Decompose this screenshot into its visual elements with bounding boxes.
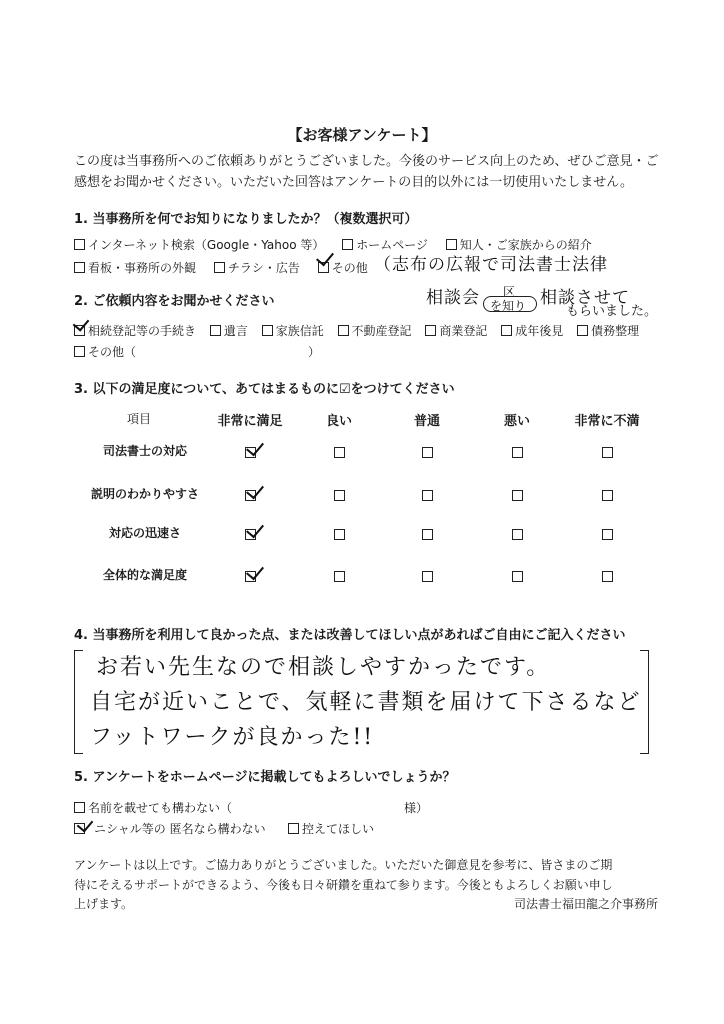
q3-rating-checkbox[interactable] (334, 490, 345, 501)
q3-rating-checkbox[interactable] (512, 490, 523, 501)
q5-heading: 5. アンケートをホームページに掲載してもよろしいでしょうか？ (74, 770, 456, 785)
q5-option-name[interactable]: 名前を載せても構わない（ (74, 799, 232, 816)
q3-rating-checkbox[interactable] (334, 571, 345, 582)
checkbox-icon[interactable] (446, 239, 457, 250)
q1-option-other[interactable]: その他 (318, 259, 368, 276)
q2-options-row1 (74, 322, 639, 339)
q3-row-overall: 全体的な満足度 (102, 568, 187, 582)
closing-line-3: 上げます。 (74, 897, 134, 911)
q1-handwriting-line2b: 相談させて (540, 288, 630, 308)
q1-handwriting-small2: を知り (490, 299, 527, 313)
q1-options-row2 (74, 259, 382, 276)
closing-line-2: 待にそえるサポートができるよう、今後も日々研鑽を重ねて参ります。今後ともよろしくお願い申し (74, 878, 613, 892)
q1-handwriting-line1: （志布の広報で司法書士法律 (374, 255, 608, 275)
checkbox-icon[interactable] (74, 262, 85, 273)
checkbox-icon[interactable] (338, 325, 349, 336)
q2-option-realestate[interactable]: 不動産登記 (338, 322, 412, 339)
q3-col-normal: 普通 (413, 414, 440, 429)
q3-rating-checkbox[interactable] (602, 529, 613, 540)
q3-col-good: 良い (325, 414, 352, 429)
checkbox-icon[interactable] (425, 325, 436, 336)
q5-option-decline[interactable]: 控えてほしい (288, 820, 374, 837)
q4-comment-line-3: フットワークが良かった!! (90, 725, 375, 750)
q2-option-guardianship[interactable]: 成年後見 (501, 322, 563, 339)
q2-option-other[interactable]: その他（ (74, 345, 136, 359)
checkbox-icon[interactable] (501, 325, 512, 336)
q3-rating-checkbox[interactable] (602, 447, 613, 458)
q4-bracket-left (74, 650, 83, 754)
q3-rating-checkbox[interactable] (602, 490, 613, 501)
q4-heading: 4. 当事務所を利用して良かった点、または改善してほしい点があればご自由にご記入ください (74, 628, 626, 643)
q2-other-close: ） (308, 345, 321, 359)
q2-options-row2 (74, 343, 136, 360)
q1-option-referral[interactable]: 知人・ご家族からの紹介 (446, 236, 592, 253)
intro-line-1: この度は当事務所へのご依頼ありがとうございました。今後のサービス向上のため、ぜひご意見・ご (74, 154, 659, 169)
checkbox-icon[interactable] (342, 239, 353, 250)
q1-option-homepage[interactable]: ホームページ (342, 236, 428, 253)
checkbox-icon[interactable] (74, 346, 85, 357)
q3-col-very-satisfied: 非常に満足 (217, 414, 283, 429)
q1-option-internet[interactable]: インターネット検索（Google・Yahoo 等） (74, 236, 324, 253)
closing-line-1: アンケートは以上です。ご協力ありがとうございました。いただいた御意見を参考に、皆さまのご期 (74, 858, 613, 872)
q3-rating-checkbox[interactable] (422, 490, 433, 501)
q3-rating-checkbox[interactable] (512, 447, 523, 458)
q3-item-header: 項目 (127, 412, 152, 426)
q5-option-anonymous[interactable]: ニシャル等の 匿名なら構わない (74, 820, 266, 837)
q1-option-flyer[interactable]: チラシ・広告 (214, 259, 300, 276)
q2-option-inheritance[interactable]: 相続登記等の手続き (74, 322, 196, 339)
q3-rating-checkbox[interactable] (422, 529, 433, 540)
q2-option-will[interactable]: 遺言 (210, 322, 248, 339)
q1-handwriting-small1: 区 (503, 285, 516, 299)
survey-title: 【お客様アンケート】 (287, 126, 437, 144)
q1-handwriting-line2a: 相談会 (426, 288, 480, 308)
q2-option-debt[interactable]: 債務整理 (577, 322, 639, 339)
q3-col-very-bad: 非常に不満 (574, 414, 640, 429)
q4-comment-line-1: お若い先生なので相談しやすかったです。 (96, 655, 551, 680)
q3-rating-checkbox[interactable] (422, 571, 433, 582)
q3-rating-checkbox[interactable] (334, 529, 345, 540)
q2-option-trust[interactable]: 家族信託 (262, 322, 324, 339)
q3-row-speed: 対応の迅速さ (108, 526, 181, 540)
q3-rating-checkbox[interactable] (422, 447, 433, 458)
checkbox-icon[interactable] (74, 239, 85, 250)
q1-handwriting-line3: もらいました。 (566, 304, 658, 319)
q3-rating-checkbox[interactable] (334, 447, 345, 458)
checkbox-icon[interactable] (262, 325, 273, 336)
checkbox-icon[interactable] (577, 325, 588, 336)
q5-name-suffix: 様） (404, 801, 429, 815)
checkbox-icon[interactable] (74, 802, 85, 813)
checkbox-icon[interactable] (214, 262, 225, 273)
q3-row-scrivener: 司法書士の対応 (102, 444, 187, 458)
q1-option-signboard[interactable]: 看板・事務所の外観 (74, 259, 196, 276)
checkbox-icon[interactable] (210, 325, 221, 336)
q3-rating-checkbox[interactable] (512, 571, 523, 582)
q4-comment-line-2: 自宅が近いことで、気軽に書類を届けて下さるなど (90, 690, 642, 715)
q1-heading: 1. 当事務所を何でお知りになりましたか？（複数選択可） (74, 212, 418, 227)
q3-rating-checkbox[interactable] (512, 529, 523, 540)
intro-line-2: 感想をお聞かせください。いただいた回答はアンケートの目的以外には一切使用いたしません。 (74, 175, 634, 190)
q3-heading: 3. 以下の満足度について、あてはまるものに☑をつけてください (74, 382, 455, 397)
checkbox-icon[interactable] (288, 823, 299, 834)
q2-option-commercial[interactable]: 商業登記 (425, 322, 487, 339)
office-signature: 司法書士福田龍之介事務所 (513, 897, 658, 911)
q3-rating-checkbox[interactable] (602, 571, 613, 582)
q2-heading: 2. ご依頼内容をお聞かせください (74, 294, 275, 309)
q3-row-clarity: 説明のわかりやすさ (90, 487, 199, 501)
q3-col-bad: 悪い (503, 414, 530, 429)
